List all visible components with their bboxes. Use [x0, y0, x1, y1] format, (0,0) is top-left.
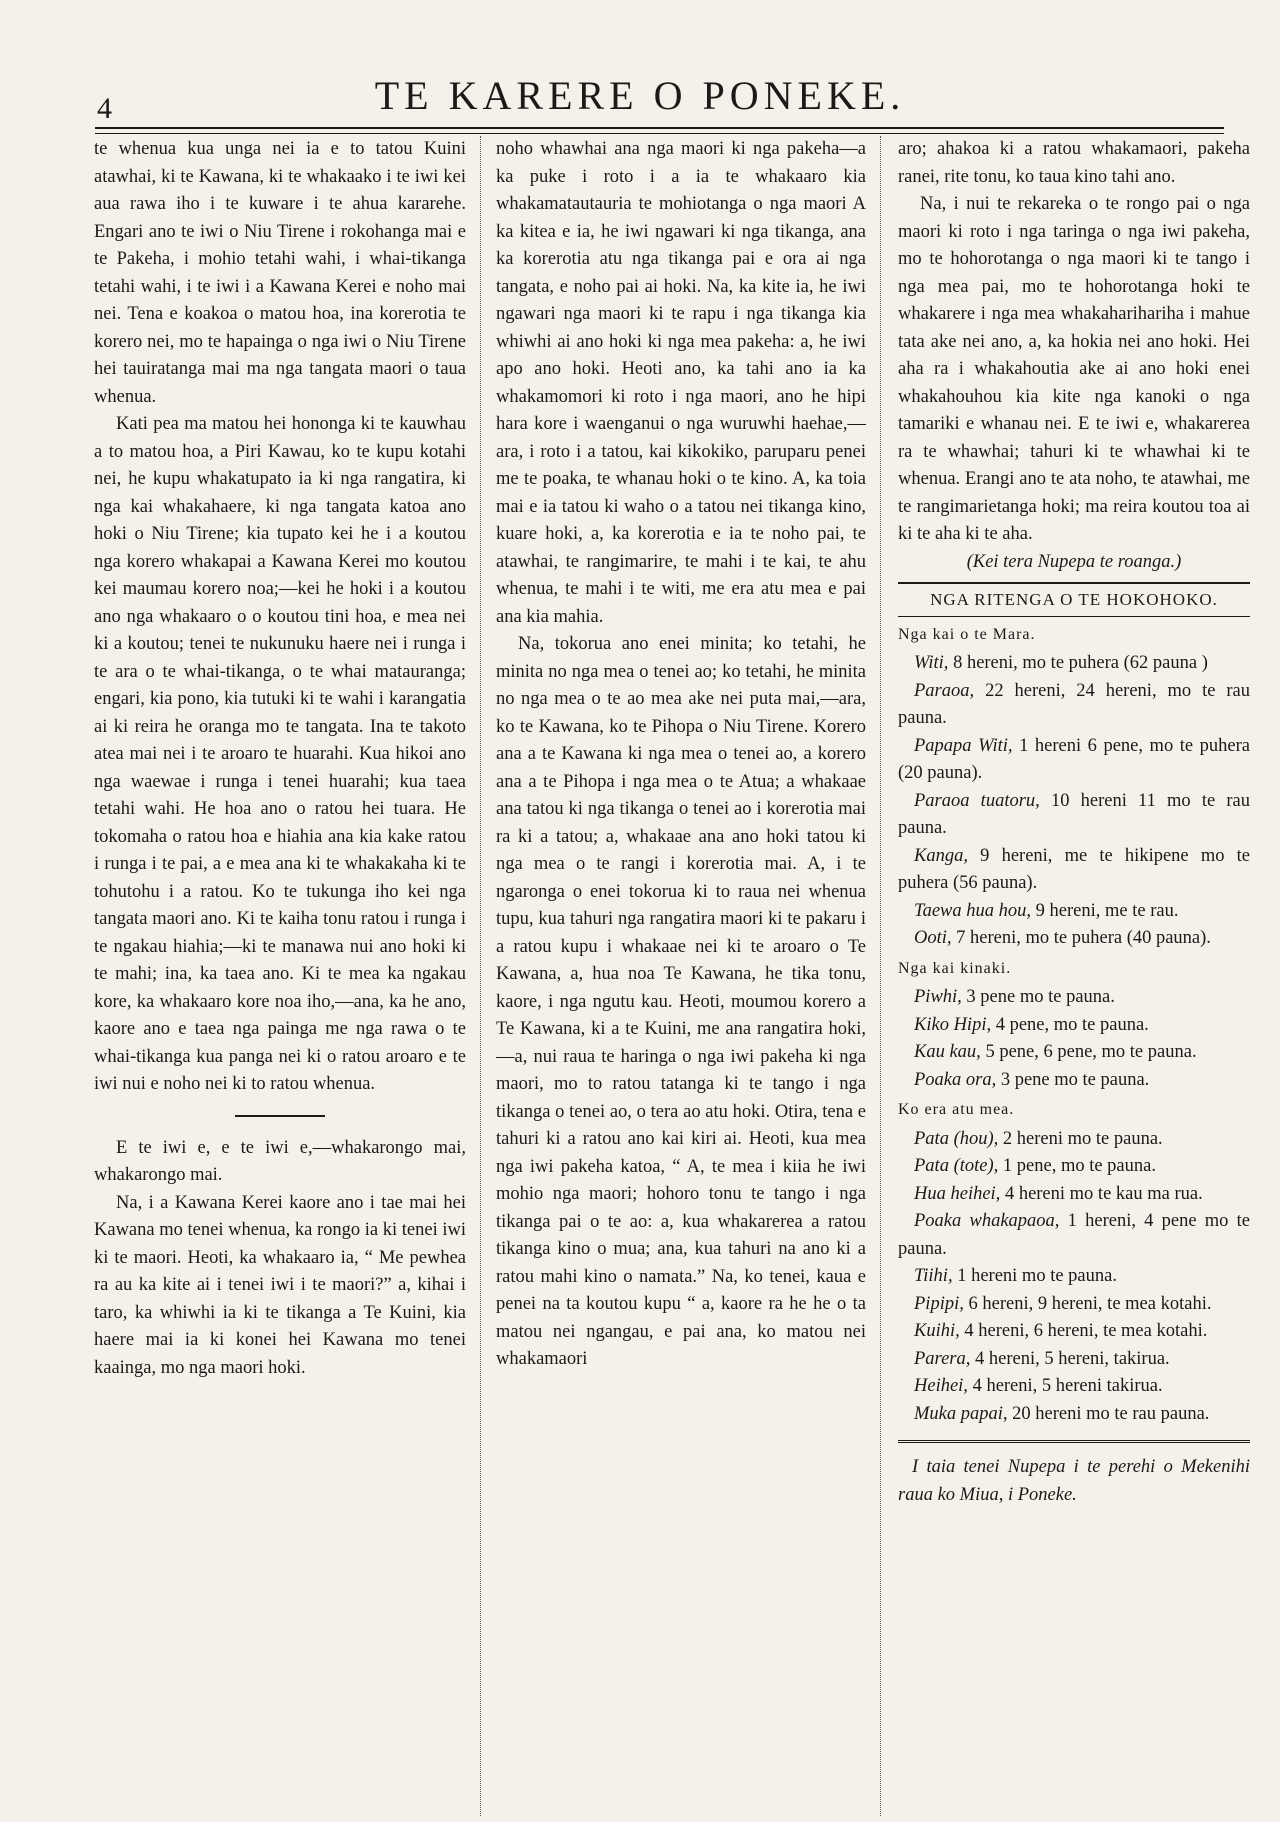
price-list-relishes: [898, 984, 1250, 1094]
section-divider: [235, 1115, 325, 1117]
price-item: Poaka whakapaoa,: [914, 1211, 1060, 1231]
price-item: Pata (hou),: [914, 1128, 999, 1149]
price-item: Tiihi,: [914, 1266, 953, 1286]
price-value: 10 hereni 11 mo te rau pauna.: [898, 790, 1250, 838]
price-value: 1 hereni mo te pauna.: [952, 1266, 1117, 1286]
column-1: [94, 136, 466, 1816]
price-item: Kanga,: [914, 845, 968, 866]
price-value: 3 pene mo te pauna.: [961, 987, 1115, 1007]
price-value: 9 hereni, me te rau.: [1031, 900, 1179, 921]
price-value: 7 hereni, mo te puhera (40 pauna).: [951, 928, 1211, 948]
price-entry: [898, 1291, 1250, 1319]
price-value: 4 pene, mo te pauna.: [991, 1014, 1149, 1035]
price-entry: [898, 650, 1250, 678]
price-item: Heihei,: [914, 1376, 968, 1396]
price-entry: [898, 733, 1250, 788]
article-paragraph: noho whawhai ana nga maori ki nga pakeha—a ka puke i roto i a ia te whakaaro kia whakamatautauria te mohiotanga o nga maori A ka kitea e ia, he iwi ngawari ki nga tikanga, ana ka korerotia atu nga tikanga pai e ora ai nga tangata, e noho pai ai hoki. Na, ka kite ia, he iwi ngawari nga maori ki te rapu i nga tikanga kia whiwhi ai ano hoki ki nga mea pakeha: a, he iwi apo ano hoki. Heoti ano, ka tahi ano ia ka whakamomori ki roto i nga maori, ano he hipi hara kore i waenganui o nga wuruwhi haehae,—ara, i roto i a tatou, kai kikokiko, paruparu penei me te poaka, te whanau hoki o te kino. A, ka toia mai e ia tatou ki waho o a tatou nei tikanga kino, kuare hoki, a, ka korerotia e ia te noho pai, te atawhai, te rangimarire, te mahi i te kai, te ahu whenua, te mahi i te witi, me era atu mea e pai ana kia mahia.: [496, 139, 866, 627]
subheading-other-goods: Ko era atu mea.: [898, 1101, 1015, 1118]
masthead-title: TE KARERE O PONEKE.: [374, 73, 906, 118]
price-entry: [898, 1208, 1250, 1263]
price-value: 3 pene mo te pauna.: [996, 1069, 1150, 1090]
price-value: 4 hereni mo te kau ma rua.: [1000, 1183, 1203, 1204]
price-item: Taewa hua hou,: [914, 900, 1032, 921]
continued-note: (Kei tera Nupepa te roanga.): [966, 551, 1182, 572]
column-2: [496, 136, 866, 1816]
price-entry: [898, 1373, 1250, 1401]
price-list-garden: [898, 650, 1250, 953]
price-entry: [898, 678, 1250, 733]
price-item: Kuihi,: [914, 1321, 960, 1341]
price-item: Paraoa tuatoru,: [914, 790, 1040, 811]
price-value: 6 hereni, 9 hereni, te mea kotahi.: [963, 1293, 1212, 1314]
price-item: Muka papai,: [914, 1403, 1008, 1424]
header-rule: [95, 127, 1224, 134]
column-3: [898, 136, 1250, 1816]
article-paragraph: Na, i nui te rekareka o te rongo pai o nga maori ki roto i nga taringa o nga iwi pakeha, mo te hohorotanga o nga maori ki te tango i nga mea pai, mo te hohorotanga hoki te whakarere i nga mea whakaharihariha i mahue tata ake nei ano, a, ka hokia nei ano hoki. Hei aha ra i whakahoutia ake ai ano hoki enei whakahouhou kia kite nga kanoki o nga tamariki e whanau nei. E te iwi e, whakarerea ra te whawhai; tahuri ki te whawhai ki te whenua. Erangi ano te ata noho, te atawhai, me te rangimarietanga hoki; ma reira koutou toa ai ki te aha ki te aha.: [898, 194, 1250, 544]
price-entry: [898, 1012, 1250, 1040]
price-entry: [898, 1153, 1250, 1181]
price-value: 8 hereni, mo te puhera (62 pauna ): [948, 653, 1208, 673]
price-item: Parera,: [914, 1348, 971, 1369]
article-paragraph: Na, tokorua ano enei minita; ko tetahi, he minita no nga mea o tenei ao; ko tetahi, he minita no nga mea o te ao mea ake nei puta mai,—ara, ko te Kawana, ko te Pihopa o Niu Tirene. Korero ana a te Kawana ki nga mea o tenei ao, a korero ana a te Pihopa i nga mea o te Atua; a whakaae ana tatou ki nga tikanga o tenei ao i korerotia mai ra ki a tatou; a, whakaae ana ano hoki tatou ki nga mea o te rangi i korerotia mai. A, i te ngaronga o enei tokorua ki to raua nei whenua tupu, kua tahuri nga rangatira maori ki te pakaru i a ratou kupu i whakaae nei ki te aroaro o Te Kawana, a, hua noa Te Kawana, he tika tonu, kaore, i nga ngutu kau. Heoti, moumou korero a Te Kawana, ki a te Kuini, me ana rangatira hoki, —a, nui raua te haringa o nga iwi pakeha ki nga maori, mo to ratou tatanga ki te tango i nga tikanga o tenei ao, o tera ao atu hoki. Otira, tena e tahuri ki a ratou ano kai kiri ai. Heoti, kua mea nga iwi pakeha katoa, “ A, te mea i kiia he iwi mohio nga maori; hohoro tonu te tango i nga tikanga pai o te ao: a, kua whakarerea a ratou tikanga kino o mua; ana, kua tahuri na ano ki a ratou mahi kino o namata.” Na, ko tenei, kaua e penei na ta koutou kupu “ a, kaore ra he he o ta matou nei ngangau, e pai ana, ko matou nei whakamaori: [496, 634, 866, 1369]
price-value: 1 pene, mo te pauna.: [998, 1156, 1156, 1176]
price-value: 4 hereni, 5 hereni, takirua.: [970, 1348, 1170, 1369]
price-entry: [898, 898, 1250, 926]
price-entry: [898, 1401, 1250, 1429]
price-entry: [898, 1181, 1250, 1209]
column-separator: [880, 136, 881, 1816]
price-value: 20 hereni mo te rau pauna.: [1007, 1403, 1210, 1424]
price-item: Kau kau,: [914, 1042, 981, 1062]
price-value: 2 hereni mo te pauna.: [998, 1128, 1163, 1149]
price-entry: [898, 1346, 1250, 1374]
price-value: 4 hereni, 5 hereni takirua.: [967, 1376, 1163, 1396]
price-entry: [898, 843, 1250, 898]
price-value: 4 hereni, 6 hereni, te mea kotahi.: [959, 1321, 1208, 1341]
article-paragraph: te whenua kua unga nei ia e to tatou Kuini atawhai, ki te Kawana, ki te whakaako i te iwi kei aua rawa iho i te kuware i te ahua kararehe. Engari ano te iwi o Niu Tirene i rokohanga mai e te Pakeha, i mohio tetahi wahi, i whai-tikanga tetahi wahi, i te iwi i a Kawana Kerei e noho mai nei. Tena e koakoa o matou hoa, ina korerotia te korero nei, mo te hapainga o nga iwi o Niu Tirene hei tauiratanga mai ma nga tangata maori o taua whenua.: [94, 139, 466, 407]
footer-rule: [898, 1440, 1250, 1446]
price-item: Papapa Witi,: [914, 735, 1013, 756]
price-item: Pata (tote),: [914, 1156, 999, 1176]
market-prices-title: NGA RITENGA O TE HOKOHOKO.: [898, 582, 1250, 617]
price-item: Kiko Hipi,: [914, 1014, 992, 1035]
printer-imprint: I taia tenei Nupepa i te perehi o Mekenihi raua ko Miua, i Poneke.: [898, 1457, 1250, 1505]
subheading-garden-produce: Nga kai o te Mara.: [898, 625, 1036, 643]
price-entry: [898, 1263, 1250, 1291]
page-number: 4: [97, 92, 112, 125]
price-item: Pipipi,: [914, 1293, 964, 1314]
price-value: 1 hereni 6 pene, mo te puhera (20 pauna).: [898, 735, 1250, 783]
price-entry: [898, 1126, 1250, 1154]
price-value: 5 pene, 6 pene, mo te pauna.: [980, 1042, 1197, 1062]
price-item: Paraoa,: [914, 680, 975, 701]
price-item: Witi,: [914, 653, 949, 673]
price-item: Poaka ora,: [914, 1069, 997, 1090]
price-value: 22 hereni, 24 hereni, mo te rau pauna.: [898, 680, 1250, 728]
article-paragraph: aro; ahakoa ki a ratou whakamaori, pakeha ranei, rite tonu, ko taua kino tahi ano.: [898, 139, 1250, 187]
subheading-relishes: Nga kai kinaki.: [898, 959, 1012, 977]
price-item: Hua heihei,: [914, 1183, 1001, 1204]
article-paragraph: E te iwi e, e te iwi e,—whakarongo mai, whakarongo mai.: [94, 1137, 466, 1185]
price-entry: [898, 1318, 1250, 1346]
price-value: 9 hereni, me te hikipene mo te puhera (56 pauna).: [898, 845, 1250, 893]
price-list-other: [898, 1126, 1250, 1429]
price-item: Ooti,: [914, 928, 952, 948]
article-paragraph: Na, i a Kawana Kerei kaore ano i tae mai hei Kawana mo tenei whenua, ka rongo ia ki tenei iwi ki te maori. Heoti, ka whakaaro ia, “ Me pewhea ra au ka kite ai i tenei iwi i te maori?” a, kihai i taro, ka whiwhi ia ki te tikanga a Te Kuini, kia haere mai ia ki konei hei Kawana mo tenei kaainga, mo nga maori hoki.: [94, 1192, 466, 1378]
price-entry: [898, 925, 1250, 953]
price-value: 1 hereni, 4 pene mo te pauna.: [898, 1211, 1250, 1259]
price-entry: [898, 788, 1250, 843]
price-item: Piwhi,: [914, 987, 962, 1007]
price-entry: [898, 1039, 1250, 1067]
article-paragraph: Kati pea ma matou hei hononga ki te kauwhau a to matou hoa, a Piri Kawau, ko te kupu kotahi nei, he kupu whakatupato ia ki nga rangatira, ki nga kai whakahaere, ki nga tangata katoa ano hoki o Niu Tirene; kia tupato kei he i a koutou nga korero whakapai a Kawana Kerei mo koutou kei maumau korero noa;—kei he hoki i a koutou ano nga whakaaro o o koutou tini hoa, e mea nei ki a koutou; tenei te nukunuku haere nei i runga i te ara o te whai-tikanga, o te whai matauranga; engari, kia pono, kia tutuki ki te wahi i karangatia ai ki reira he oranga mo te tangata. Ina te takoto atea mai nei i te aroaro te huarahi. Kua hikoi ano nga waewae i runga i tenei huarahi; kua taea tetahi wahi. He hoa ano o ratou hei tuara. He tokomaha o ratou hoa e hiahia ana kia kake ratou i runga i te pai, a e mea ana ki te whakakaha ki te tohutohu i a ratou. Ko te tukunga iho kei nga tangata maori ano. Ki te kaiha tonu ratou i runga i te ngakau hiahia;—ki te manawa nui ano hoki ki te mahi; ina, ka taea ano. Ki te mea ka ngakau kore, ka whakaaro kore noa iho,—ana, ka he ano, kaore ano e taea nga painga me nga rawa o te whai-tikanga kua panga nei ki o ratou aroaro e te iwi nui e noho nei ki to ratou whenua.: [94, 414, 466, 1094]
price-entry: [898, 1067, 1250, 1095]
column-separator: [480, 136, 481, 1816]
price-entry: [898, 984, 1250, 1012]
